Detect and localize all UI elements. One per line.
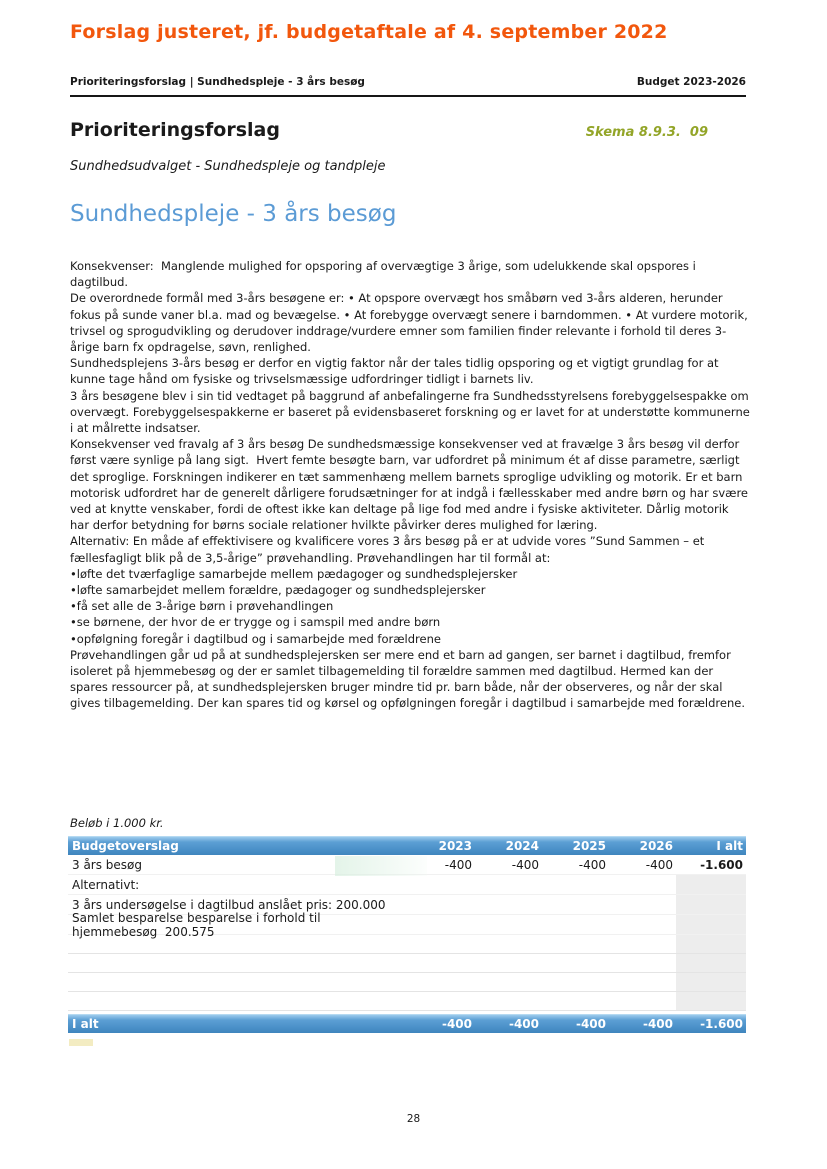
row-label: Samlet besparelse besparelse i forhold til hjemmebesøg 200.575 <box>72 910 325 939</box>
footer-value: -400 <box>441 1017 472 1031</box>
header-divider <box>70 95 746 97</box>
row-total <box>676 992 746 1010</box>
row-total <box>676 915 746 934</box>
header-year-2026: 2026 <box>639 839 673 853</box>
cell-value: -400 <box>645 857 673 872</box>
header-year-2023: 2023 <box>438 839 472 853</box>
budget-table <box>68 836 746 1033</box>
row-total <box>676 895 746 914</box>
section-title: Prioriteringsforslag <box>70 119 280 141</box>
table-caption: Beløb i 1.000 kr. <box>70 816 164 830</box>
table-row <box>68 855 746 875</box>
table-row <box>68 973 746 992</box>
footer-value: -400 <box>575 1017 606 1031</box>
table-footer-row <box>68 1014 746 1033</box>
meta-row <box>70 76 746 88</box>
table-row <box>68 954 746 973</box>
header-total-label: I alt <box>716 839 743 853</box>
cell-value: -400 <box>444 857 472 872</box>
row-label: Alternativt: <box>72 877 140 892</box>
row-total <box>676 954 746 972</box>
bullet-line: •løfte samarbejdet mellem forældre, pædagoger og sundhedsplejersker <box>70 583 486 598</box>
document-title: Sundhedspleje - 3 års besøg <box>70 201 397 227</box>
footer-total: -1.600 <box>700 1017 743 1031</box>
footer-value: -400 <box>508 1017 539 1031</box>
cell-value: -400 <box>511 857 539 872</box>
row-total <box>676 875 746 894</box>
body-paragraph: Konsekvenser ved fravalg af 3 års besøg De sundhedsmæssige konsekvenser ved at fravælge 3 års besøg vil derfor først være synlige på lang sigt. Hvert femte besøgte barn, var udfordret på minimum ét af disse parametre, særligt det sproglige. Forskningen indikerer en tæt sammenhæng mellem barnets sproglige udvikling og motorik. Er et barn motorisk udfordret har de generelt dårligere forudsætninger for at indgå i fællesskaber med andre børn og har svære ved at knytte venskaber, fordi de oftest ikke kan deltage på lige fod med andre i fysiske aktiviteter. Dårlig motorik har derfor betydning for børns sociale relationer hvilkte påvirker deres mulighed for læring. <box>70 437 752 533</box>
row-total <box>676 973 746 991</box>
body-paragraph: 3 års besøgene blev i sin tid vedtaget på baggrund af anbefalingerne fra Sundhedsstyrelsens forebyggelsespakke om overvægt. Forebyggelsespakkerne er baseret på evidensbaseret forskning og er lavet for at understøtte kommunerne i at målrette indsatser. <box>70 388 754 436</box>
header-year-2024: 2024 <box>505 839 539 853</box>
header-label: Budgetoverslag <box>72 839 179 853</box>
section-row <box>70 119 746 141</box>
row-label: 3 års undersøgelse i dagtilbud anslået pris: 200.000 <box>72 897 386 912</box>
bullet-line: •se børnene, der hvor de er trygge og i samspil med andre børn <box>70 615 441 630</box>
breadcrumb: Prioriteringsforslag | Sundhedspleje - 3 års besøg <box>70 76 365 88</box>
cell-value: -400 <box>578 857 606 872</box>
table-row <box>68 910 746 939</box>
row-label: 3 års besøg <box>72 857 143 872</box>
body-paragraph: Prøvehandlingen går ud på at sundhedsplejersken ser mere end et barn ad gangen, ser barnet i dagtilbud, fremfor isoleret på hjemmebesøg og der er samlet tilbagemelding til forældre sammen med dagtilbud. Hermed kan der spares ressourcer på, at sundhedsplejersken bruger mindre tid pr. barn både, når der observeres, og når der skal gives tilbagemelding. Der kan spares tid og kørsel og opfølgningen foregår i dagtilbud i samarbejde med forældrene. <box>70 647 745 711</box>
header-year-2025: 2025 <box>572 839 606 853</box>
page-number: 28 <box>406 1113 421 1125</box>
footer-value: -400 <box>642 1017 673 1031</box>
body-paragraph: De overordnede formål med 3-års besøgene er: • At opspore overvægt hos småbørn ved 3-års alderen, herunder fokus på sunde vaner bl.a. mad og bevægelse. • At forebygge overvægt senere i barndommen. • At vurdere motorik, trivsel og sprogudvikling og derudover inddrage/vurdere emner som familien finder relevante i forhold til deres 3-årige barn fx opdragelse, søvn, renlighed. <box>70 291 752 355</box>
body-text <box>70 258 754 712</box>
body-paragraph: Alternativ: En måde af effektivisere og kvalificere vores 3 års besøg på er at udvide vores ”Sund Sammen – et fællesfagligt blik på de 3,5-årige” prøvehandling. Prøvehandlingen har til formål at: <box>70 534 708 565</box>
body-paragraph: Sundhedsplejens 3-års besøg er derfor en vigtig faktor når der tales tidlig opsporing og et vigtigt grundlag for at kunne tage hånd om fysiske og trivselsmæssige udfordringer tidligt i barnets liv. <box>70 356 723 387</box>
row-total <box>676 935 746 953</box>
row-total: -1.600 <box>700 857 743 872</box>
scan-artifact-mark <box>69 1039 93 1046</box>
bullet-line: •få set alle de 3-årige børn i prøvehandlingen <box>70 599 334 614</box>
skema-label: Skema 8.9.3. 09 <box>585 125 708 140</box>
table-row <box>68 875 746 895</box>
bullet-line: •løfte det tværfaglige samarbejde mellem pædagoger og sundhedsplejersker <box>70 566 518 581</box>
banner-title: Forslag justeret, jf. budgetaftale af 4. september 2022 <box>70 21 668 43</box>
table-header-row <box>68 836 746 855</box>
committee-subtitle: Sundhedsudvalget - Sundhedspleje og tandpleje <box>70 159 386 174</box>
footer-label: I alt <box>72 1017 99 1031</box>
table-row <box>68 992 746 1011</box>
body-paragraph: Konsekvenser: Manglende mulighed for opsporing af overvægtige 3 årige, som udelukkende skal opspores i dagtilbud. <box>70 259 700 290</box>
budget-period-label: Budget 2023-2026 <box>636 76 746 88</box>
bullet-line: •opfølgning foregår i dagtilbud og i samarbejde med forældrene <box>70 631 441 646</box>
